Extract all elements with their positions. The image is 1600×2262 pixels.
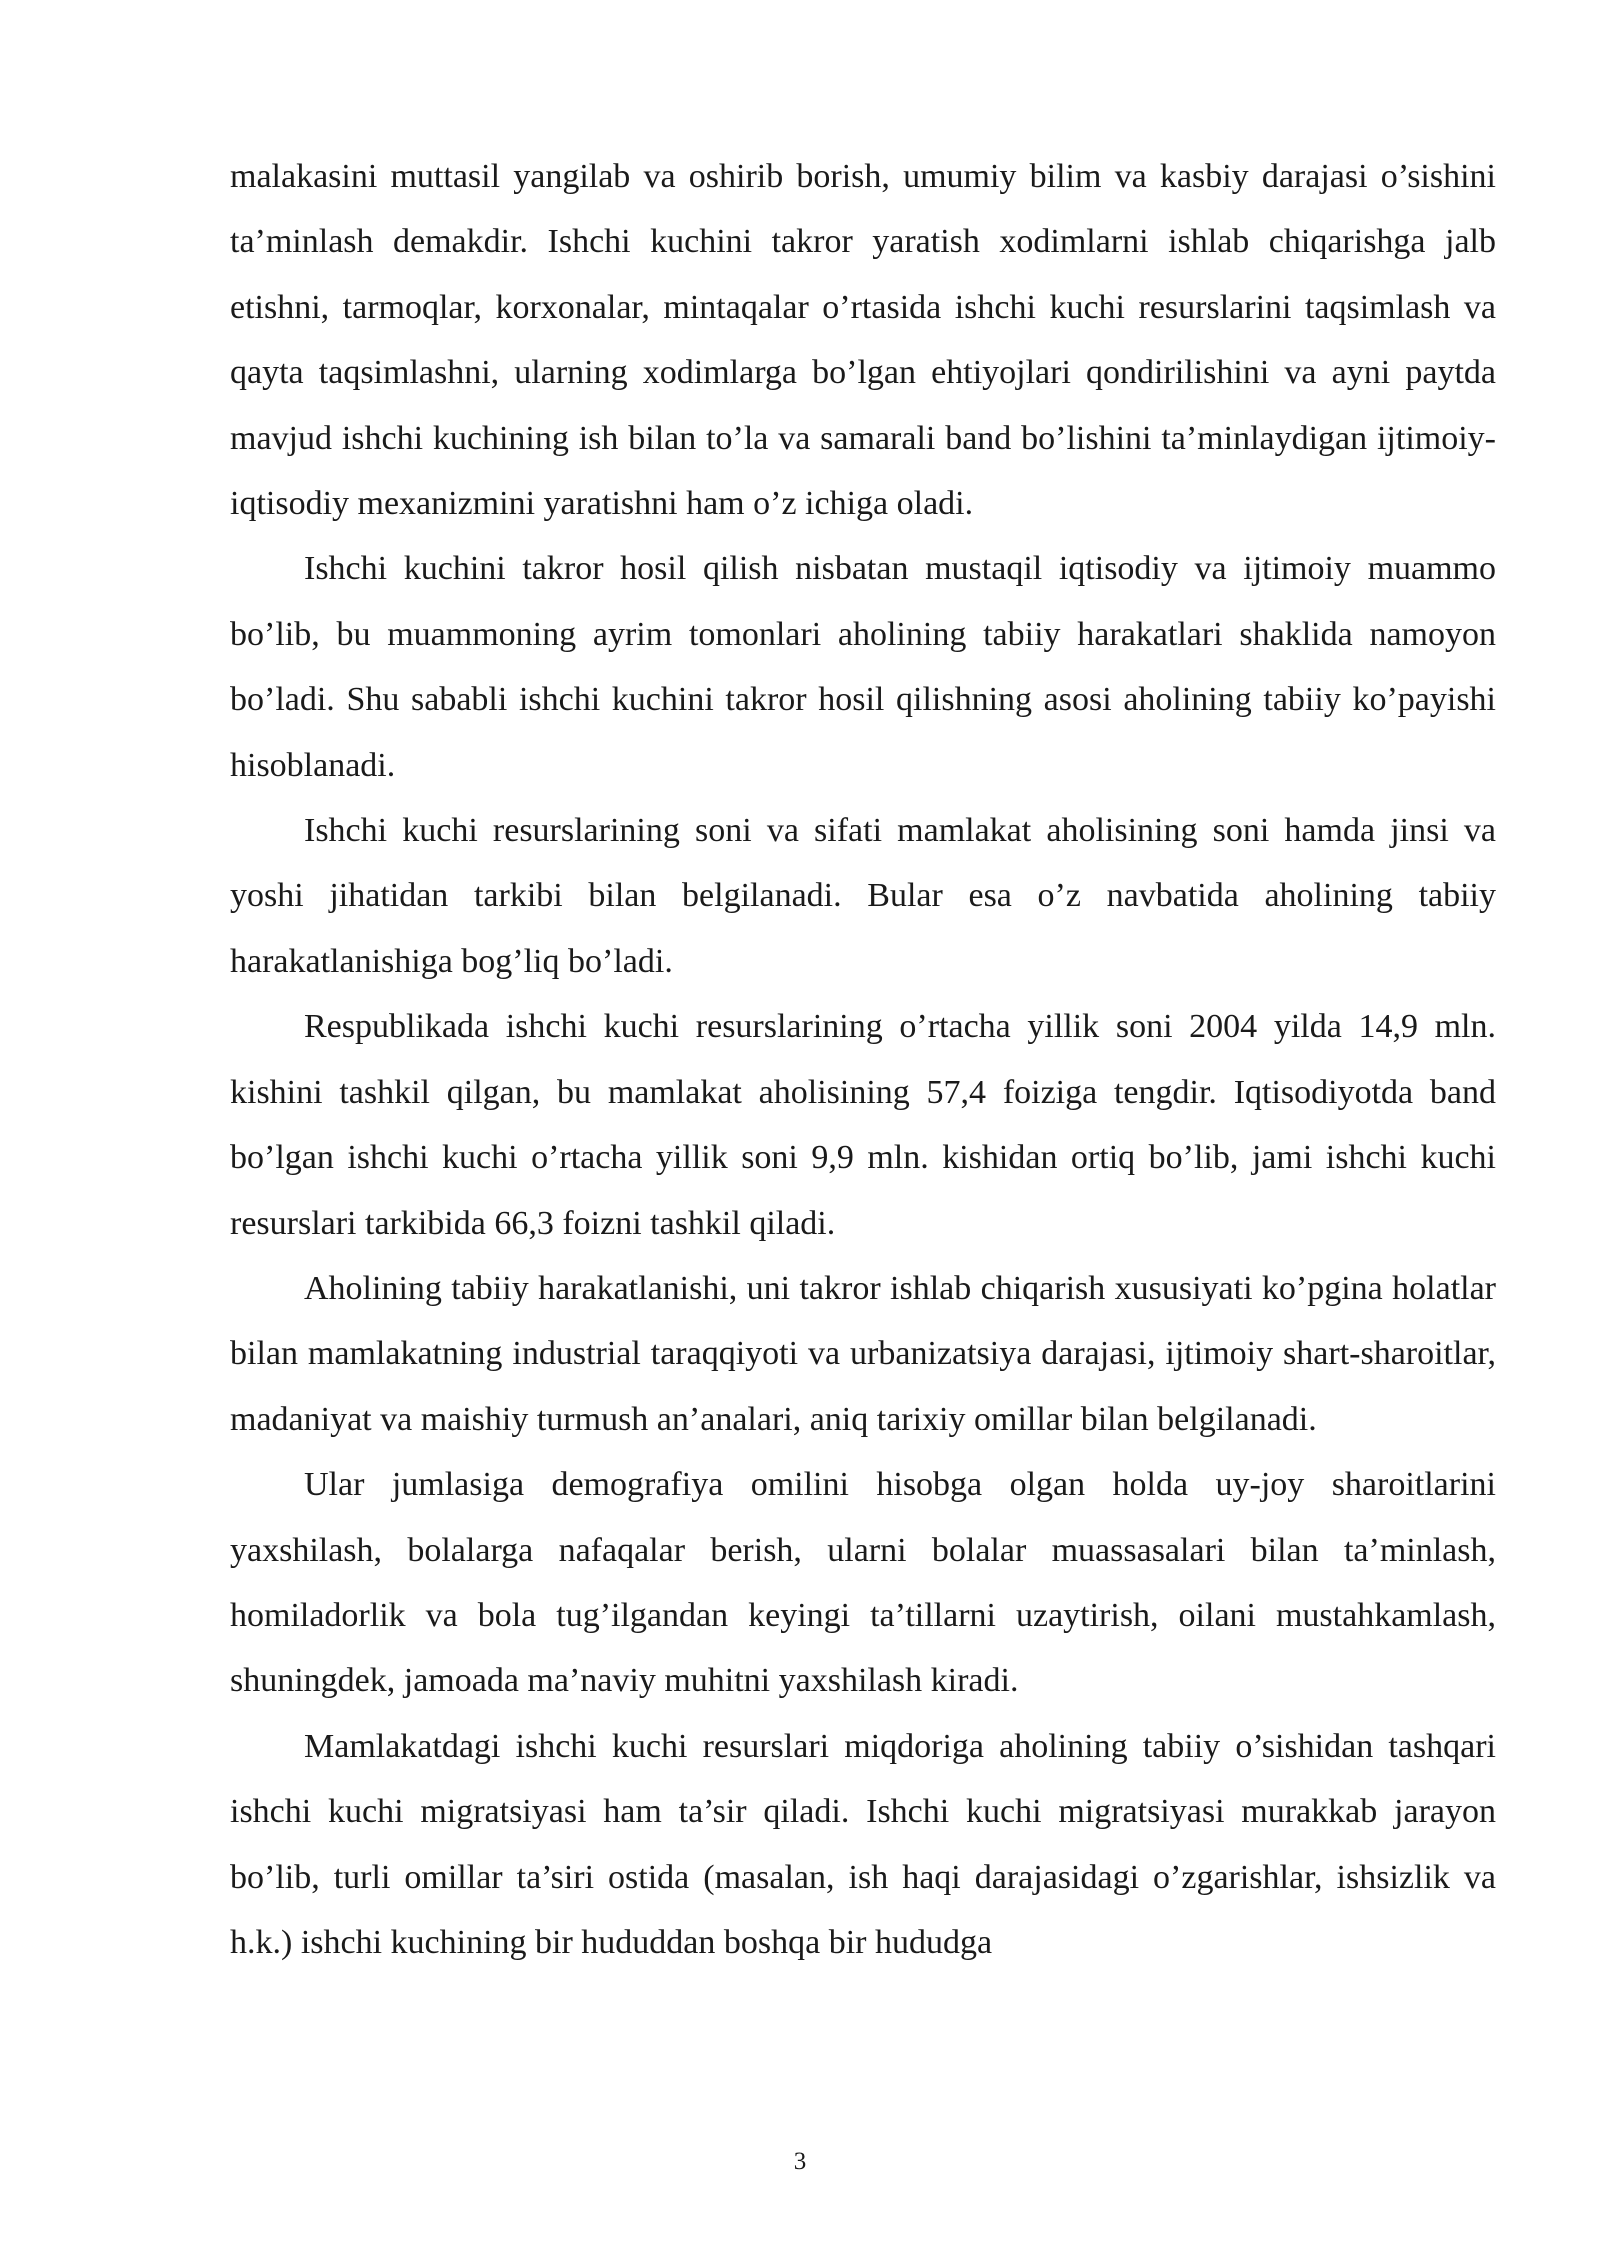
paragraph: Aholining tabiiy harakatlanishi, uni takror ishlab chiqarish xususiyati ko’pgina holatlar bilan mamlakatning industrial taraqqiyoti va urbanizatsiya darajasi, ijtimoiy shart-sharoitlar, madaniyat va maishiy turmush an’analari, aniq tarixiy omillar bilan belgilanadi. — [230, 1269, 1496, 1438]
body-text — [230, 144, 1496, 1975]
paragraph: Ular jumlasiga demografiya omilini hisobga olgan holda uy-joy sharoitlarini yaxshilash, bolalarga nafaqalar berish, ularni bolalar muassasalari bilan ta’minlash, homiladorlik va bola tug’ilgandan keyingi ta’tillarni uzaytirish, oilani mustahkamlash, shuningdek, jamoada ma’naviy muhitni yaxshilash kiradi. — [230, 1466, 1496, 1700]
paragraph: Mamlakatdagi ishchi kuchi resurslari miqdoriga aholining tabiiy o’sishidan tashqari ishchi kuchi migratsiyasi ham ta’sir qiladi. Ishchi kuchi migratsiyasi murakkab jarayon bo’lib, turli omillar ta’siri ostida (masalan, ish haqi darajasidagi o’zgarishlar, ishsizlik va h.k.) ishchi kuchining bir hududdan boshqa bir hududga — [230, 1727, 1496, 1961]
paragraph: Ishchi kuchini takror hosil qilish nisbatan mustaqil iqtisodiy va ijtimoiy muammo bo’lib, bu muammoning ayrim tomonlari aholining tabiiy harakatlari shaklida namoyon bo’ladi. Shu sababli ishchi kuchini takror hosil qilishning asosi aholining tabiiy ko’payishi hisoblanadi. — [230, 550, 1496, 784]
paragraph: Ishchi kuchi resurslarining soni va sifati mamlakat aholisining soni hamda jinsi va yoshi jihatidan tarkibi bilan belgilanadi. Bular esa o’z navbatida aholining tabiiy harakatlanishiga bog’liq bo’ladi. — [230, 812, 1496, 980]
paragraph-continuation: malakasini muttasil yangilab va oshirib borish, umumiy bilim va kasbiy darajasi o’sishini ta’minlash demakdir. Ishchi kuchini takror yaratish xodimlarni ishlab chiqarishga jalb etishni, tarmoqlar, korxonalar, mintaqalar o’rtasida ishchi kuchi resurslarini taqsimlash va qayta taqsimlashni, ularning xodimlarga bo’lgan ehtiyojlari qondirilishini va ayni paytda mavjud ishchi kuchining ish bilan to’la va samarali band bo’lishini ta’minlaydigan ijtimoiy-iqtisodiy mexanizmini yaratishni ham o’z ichiga oladi. — [230, 158, 1496, 523]
paragraph: Respublikada ishchi kuchi resurslarining o’rtacha yillik soni 2004 yilda 14,9 mln. kishini tashkil qilgan, bu mamlakat aholisining 57,4 foiziga tengdir. Iqtisodiyotda band bo’lgan ishchi kuchi o’rtacha yillik soni 9,9 mln. kishidan ortiq bo’lib, jami ishchi kuchi resurslari tarkibida 66,3 foizni tashkil qiladi. — [230, 1008, 1496, 1242]
page-number: 3 — [793, 2148, 807, 2175]
